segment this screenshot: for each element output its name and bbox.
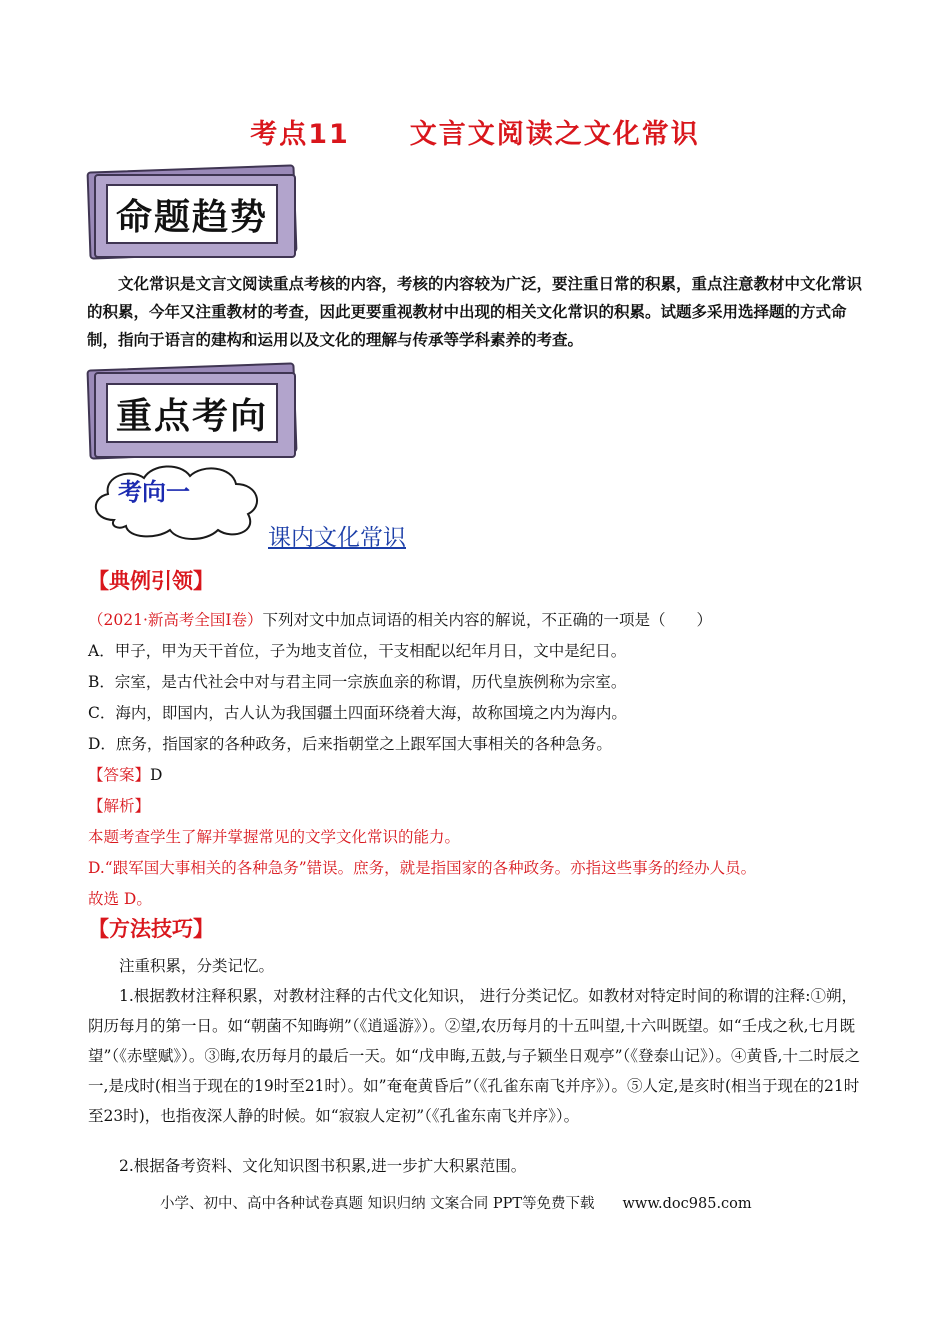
footer-text: 小学、初中、高中各种试卷真题 知识归纳 文案合同 PPT等免费下载: [160, 1196, 595, 1212]
option-d: D．庶务，指国家的各种政务，后来指朝堂之上跟军国大事相关的各种急务。: [88, 735, 612, 753]
direction-label: 考向一: [118, 478, 190, 506]
focus-banner: [88, 366, 298, 458]
answer-value: D: [150, 766, 163, 784]
method-item-2: 2.根据备考资料、文化知识图书积累,进一步扩大积累范围。: [119, 1157, 527, 1175]
analysis-line-3: 故选 D。: [88, 890, 152, 908]
question-source: （2021·新高考全国Ⅰ卷）: [88, 611, 263, 629]
option-c: C．海内，即国内，古人认为我国疆土四面环绕着大海，故称国境之内为海内。: [88, 704, 627, 722]
footer-site[interactable]: www.doc985.com: [622, 1196, 752, 1212]
option-b: B．宗室，是古代社会中对与君主同一宗族血亲的称谓，历代皇族例称为宗室。: [88, 673, 627, 691]
method-item-1: 1.根据教材注释积累，对教材注释的古代文化知识， 进行分类记忆。如教材对特定时间的称谓的注释:①朔，阴历每月的第一日。如“朝菌不知晦朔”（《逍遥游》）。②望,农历每月的十五叫望,十六叫既望。如“壬戌之秋,七月既望”（《赤壁赋》）。③晦,农历每月的最后一天。如“戊申晦,五鼓,与子颖坐日观亭”（《登泰山记》）。④黄昏,十二时辰之一,是戌时(相当于现在的19时至21时）。如”奄奄黄昏后”（《孔雀东南飞并序》）。⑤人定,是亥时(相当于现在的21时至23时)，也指夜深人静的时候。如“寂寂人定初”（《孔雀东南飞并序》）。: [88, 987, 860, 1125]
question-text: 下列对文中加点词语的相关内容的解说，不正确的一项是（ ）: [262, 611, 713, 629]
method-section-title: 【方法技巧】: [88, 917, 214, 941]
trend-paragraph: 文化常识是文言文阅读重点考核的内容，考核的内容较为广泛，要注重日常的积累，重点注意教材中文化常识的积累，今年又注重教材的考查，因此更要重视教材中出现的相关文化常识的积累。试题多采用选择题的方式命制，指向于语言的建构和运用以及文化的理解与传承等学科素养的考查。: [87, 275, 863, 349]
focus-banner-label: 重点考向: [115, 395, 268, 437]
answer-line: [88, 764, 878, 786]
example-section-title: 【典例引领】: [88, 569, 214, 593]
analysis-line-2: D.“跟军国大事相关的各种急务”错误。庶务，就是指国家的各种政务。亦指这些事务的经办人员。: [88, 859, 757, 877]
title-main: 文言文阅读之文化常识: [409, 119, 700, 150]
answer-label: 【答案】: [88, 766, 151, 784]
trend-banner: [88, 168, 298, 258]
footer: [160, 1192, 752, 1213]
analysis-line-1: 本题考查学生了解并掌握常见的文学文化常识的能力。: [88, 828, 461, 846]
analysis-label: 【解析】: [88, 797, 151, 815]
title-prefix: 考点11: [250, 119, 350, 150]
example-question: [88, 609, 878, 631]
page-title: [0, 112, 950, 151]
direction-heading: 课内文化常识: [268, 525, 406, 551]
method-intro: 注重积累，分类记忆。: [119, 957, 275, 975]
option-a: A．甲子，甲为天干首位，子为地支首位，干支相配以纪年月日，文中是纪日。: [88, 642, 627, 660]
trend-banner-label: 命题趋势: [115, 196, 268, 238]
